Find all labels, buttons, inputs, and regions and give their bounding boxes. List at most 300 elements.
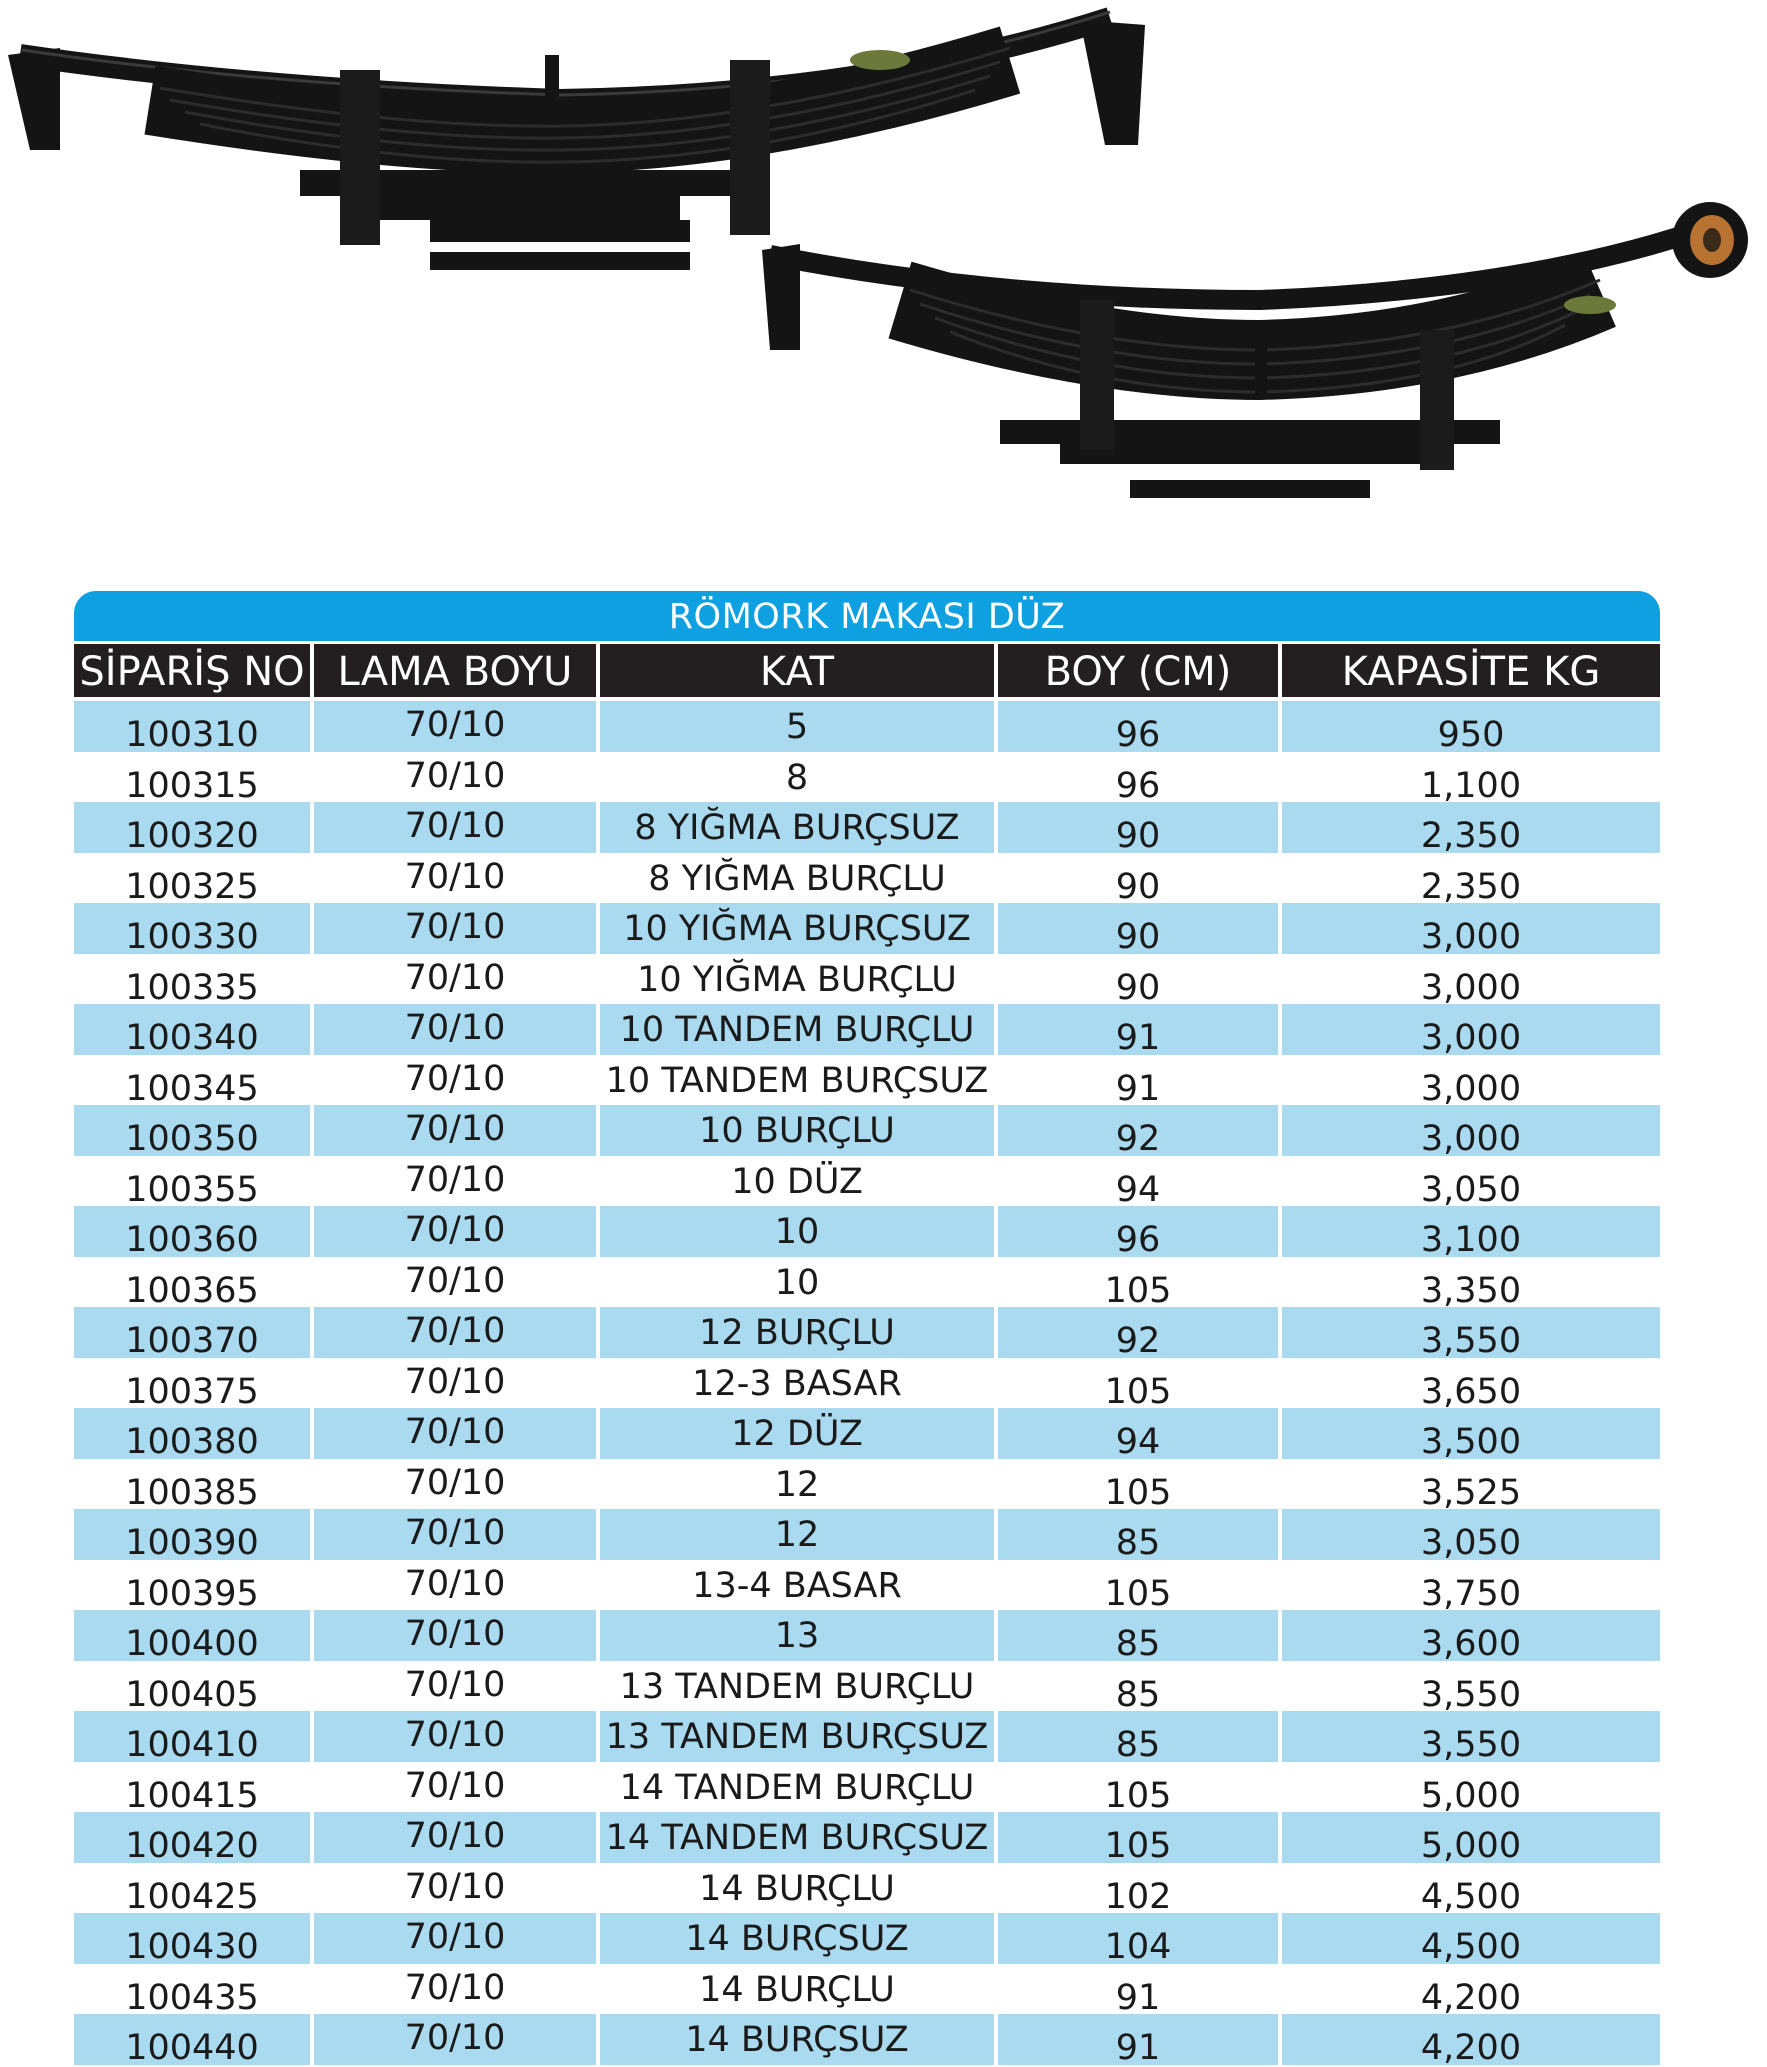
table-header-row bbox=[74, 644, 1660, 697]
cell-kapasite-text: 3,750 bbox=[1420, 1573, 1522, 1610]
cell-kat-text: 14 TANDEM BURÇSUZ bbox=[605, 1818, 989, 1858]
cell-kat-text: 10 BURÇLU bbox=[699, 1111, 895, 1151]
cell-siparis-no-text: 100315 bbox=[125, 765, 259, 802]
cell-kat bbox=[600, 1055, 994, 1106]
cell-kapasite bbox=[1282, 2014, 1660, 2065]
cell-boy-text: 92 bbox=[1115, 1119, 1161, 1156]
cell-kat-text: 8 YIĞMA BURÇSUZ bbox=[634, 808, 960, 848]
cell-kapasite-text: 3,000 bbox=[1420, 917, 1522, 954]
cell-kapasite bbox=[1282, 1105, 1660, 1156]
cell-boy bbox=[998, 701, 1278, 752]
cell-lama-boyu-text: 70/10 bbox=[404, 1260, 506, 1301]
cell-kat-text: 12-3 BASAR bbox=[692, 1363, 902, 1404]
cell-kapasite-text: 950 bbox=[1437, 715, 1505, 752]
cell-kat bbox=[600, 1560, 994, 1611]
cell-boy bbox=[998, 1156, 1278, 1207]
cell-kat bbox=[600, 1711, 994, 1762]
cell-boy-text: 90 bbox=[1115, 866, 1161, 903]
header-kat: KAT bbox=[600, 644, 994, 697]
cell-kat bbox=[600, 903, 994, 954]
cell-boy-text: 105 bbox=[1104, 1472, 1172, 1509]
cell-lama-boyu bbox=[314, 1964, 596, 2015]
cell-boy-text: 96 bbox=[1115, 765, 1161, 802]
cell-kat bbox=[600, 1964, 994, 2015]
cell-siparis-no-text: 100345 bbox=[125, 1068, 259, 1105]
cell-boy-text: 105 bbox=[1104, 1775, 1172, 1812]
cell-boy-text: 102 bbox=[1104, 1876, 1172, 1913]
cell-kapasite-text: 3,500 bbox=[1420, 1422, 1522, 1459]
cell-kapasite bbox=[1282, 1711, 1660, 1762]
cell-lama-boyu-text: 70/10 bbox=[404, 1513, 506, 1553]
cell-kapasite bbox=[1282, 1206, 1660, 1257]
leaf-spring-2-icon bbox=[762, 202, 1748, 498]
cell-boy bbox=[998, 1610, 1278, 1661]
cell-siparis-no-text: 100330 bbox=[125, 917, 259, 954]
table-row bbox=[74, 1661, 1660, 1712]
cell-lama-boyu-text: 70/10 bbox=[404, 1917, 506, 1957]
cell-boy-text: 92 bbox=[1115, 1321, 1161, 1358]
cell-lama-boyu bbox=[314, 903, 596, 954]
cell-siparis-no bbox=[74, 802, 310, 853]
cell-boy bbox=[998, 1711, 1278, 1762]
cell-boy bbox=[998, 1055, 1278, 1106]
cell-siparis-no-text: 100380 bbox=[125, 1422, 259, 1459]
cell-siparis-no bbox=[74, 752, 310, 803]
cell-kat-text: 12 bbox=[774, 1515, 820, 1555]
cell-lama-boyu-text: 70/10 bbox=[404, 755, 506, 796]
cell-kat bbox=[600, 1156, 994, 1207]
table-row bbox=[74, 2014, 1660, 2065]
cell-siparis-no bbox=[74, 1509, 310, 1560]
header-siparis-no: SİPARİŞ NO bbox=[74, 644, 310, 697]
cell-siparis-no-text: 100385 bbox=[125, 1472, 259, 1509]
cell-kapasite bbox=[1282, 701, 1660, 752]
cell-boy-text: 94 bbox=[1115, 1422, 1161, 1459]
table-row bbox=[74, 1913, 1660, 1964]
cell-kapasite-text: 5,000 bbox=[1420, 1775, 1522, 1812]
cell-boy bbox=[998, 853, 1278, 904]
cell-kapasite bbox=[1282, 1156, 1660, 1207]
table-row bbox=[74, 701, 1660, 752]
cell-kat bbox=[600, 1307, 994, 1358]
cell-kat bbox=[600, 752, 994, 803]
cell-kat-text: 10 TANDEM BURÇSUZ bbox=[605, 1060, 989, 1101]
table-row bbox=[74, 1004, 1660, 1055]
cell-siparis-no-text: 100405 bbox=[125, 1674, 259, 1711]
cell-siparis-no bbox=[74, 1661, 310, 1712]
cell-kat-text: 13 TANDEM BURÇLU bbox=[619, 1666, 975, 1707]
cell-siparis-no-text: 100340 bbox=[125, 1018, 259, 1055]
cell-siparis-no-text: 100350 bbox=[125, 1119, 259, 1156]
table-row bbox=[74, 1408, 1660, 1459]
cell-boy bbox=[998, 752, 1278, 803]
cell-siparis-no bbox=[74, 1762, 310, 1813]
cell-siparis-no bbox=[74, 903, 310, 954]
cell-kat bbox=[600, 954, 994, 1005]
cell-kapasite-text: 3,525 bbox=[1420, 1472, 1522, 1509]
cell-kapasite bbox=[1282, 1863, 1660, 1914]
cell-kapasite-text: 3,550 bbox=[1420, 1674, 1522, 1711]
cell-lama-boyu-text: 70/10 bbox=[404, 1664, 506, 1705]
cell-boy bbox=[998, 903, 1278, 954]
cell-boy-text: 94 bbox=[1115, 1169, 1161, 1206]
cell-siparis-no bbox=[74, 1307, 310, 1358]
table-row bbox=[74, 1257, 1660, 1308]
cell-boy bbox=[998, 1913, 1278, 1964]
cell-kat-text: 12 DÜZ bbox=[731, 1414, 863, 1454]
cell-kapasite-text: 3,000 bbox=[1420, 1068, 1522, 1105]
cell-kapasite bbox=[1282, 1459, 1660, 1510]
cell-kat bbox=[600, 853, 994, 904]
table-row bbox=[74, 954, 1660, 1005]
table-row bbox=[74, 1156, 1660, 1207]
cell-siparis-no bbox=[74, 1156, 310, 1207]
cell-siparis-no-text: 100310 bbox=[125, 715, 259, 752]
table-row bbox=[74, 1711, 1660, 1762]
cell-siparis-no bbox=[74, 1004, 310, 1055]
cell-kat bbox=[600, 802, 994, 853]
cell-kapasite-text: 3,050 bbox=[1420, 1523, 1522, 1560]
table-row bbox=[74, 1863, 1660, 1914]
cell-lama-boyu bbox=[314, 802, 596, 853]
cell-kapasite-text: 3,000 bbox=[1420, 1018, 1522, 1055]
cell-boy bbox=[998, 1812, 1278, 1863]
cell-siparis-no-text: 100360 bbox=[125, 1220, 259, 1257]
cell-boy-text: 90 bbox=[1115, 816, 1161, 853]
table-row bbox=[74, 1964, 1660, 2015]
cell-lama-boyu bbox=[314, 701, 596, 752]
cell-lama-boyu bbox=[314, 1812, 596, 1863]
cell-kapasite-text: 4,200 bbox=[1420, 1977, 1522, 2014]
table-row bbox=[74, 1812, 1660, 1863]
cell-siparis-no bbox=[74, 1105, 310, 1156]
table-row bbox=[74, 1560, 1660, 1611]
cell-lama-boyu-text: 70/10 bbox=[404, 1159, 506, 1200]
cell-lama-boyu bbox=[314, 1257, 596, 1308]
cell-siparis-no bbox=[74, 1964, 310, 2015]
cell-kapasite bbox=[1282, 1004, 1660, 1055]
cell-siparis-no bbox=[74, 1257, 310, 1308]
cell-lama-boyu-text: 70/10 bbox=[404, 806, 506, 846]
cell-kat bbox=[600, 1408, 994, 1459]
cell-siparis-no bbox=[74, 2014, 310, 2065]
cell-boy-text: 96 bbox=[1115, 1220, 1161, 1257]
cell-kapasite bbox=[1282, 802, 1660, 853]
cell-kapasite bbox=[1282, 1358, 1660, 1409]
cell-boy-text: 90 bbox=[1115, 967, 1161, 1004]
cell-lama-boyu bbox=[314, 752, 596, 803]
cell-boy bbox=[998, 2014, 1278, 2065]
cell-boy-text: 105 bbox=[1104, 1270, 1172, 1307]
cell-lama-boyu bbox=[314, 1711, 596, 1762]
cell-lama-boyu bbox=[314, 1863, 596, 1914]
cell-kat-text: 14 BURÇLU bbox=[699, 1868, 895, 1909]
cell-kat-text: 14 BURÇSUZ bbox=[685, 1919, 909, 1959]
table-row bbox=[74, 1307, 1660, 1358]
cell-lama-boyu bbox=[314, 1762, 596, 1813]
cell-kapasite bbox=[1282, 1509, 1660, 1560]
cell-siparis-no-text: 100400 bbox=[125, 1624, 259, 1661]
cell-boy bbox=[998, 1004, 1278, 1055]
cell-kapasite-text: 3,650 bbox=[1420, 1371, 1522, 1408]
cell-siparis-no-text: 100375 bbox=[125, 1371, 259, 1408]
cell-kat-text: 14 BURÇSUZ bbox=[685, 2020, 909, 2060]
table-title: RÖMORK MAKASI DÜZ bbox=[74, 591, 1660, 641]
cell-siparis-no bbox=[74, 701, 310, 752]
cell-kapasite bbox=[1282, 1812, 1660, 1863]
cell-siparis-no-text: 100320 bbox=[125, 816, 259, 853]
cell-kapasite bbox=[1282, 1661, 1660, 1712]
cell-siparis-no bbox=[74, 1408, 310, 1459]
cell-boy bbox=[998, 1560, 1278, 1611]
cell-kapasite-text: 4,500 bbox=[1420, 1927, 1522, 1964]
table-row bbox=[74, 752, 1660, 803]
cell-boy-text: 85 bbox=[1115, 1674, 1161, 1711]
cell-kat bbox=[600, 1004, 994, 1055]
cell-kat bbox=[600, 1863, 994, 1914]
cell-boy-text: 91 bbox=[1115, 1977, 1161, 2014]
table-row bbox=[74, 1055, 1660, 1106]
cell-lama-boyu-text: 70/10 bbox=[404, 2018, 506, 2058]
cell-kat-text: 14 BURÇLU bbox=[699, 1969, 895, 2010]
cell-boy-text: 91 bbox=[1115, 1068, 1161, 1105]
table-row bbox=[74, 1105, 1660, 1156]
cell-kat bbox=[600, 1762, 994, 1813]
cell-boy-text: 91 bbox=[1115, 1018, 1161, 1055]
cell-boy-text: 85 bbox=[1115, 1523, 1161, 1560]
cell-kapasite bbox=[1282, 1055, 1660, 1106]
cell-kat bbox=[600, 701, 994, 752]
cell-kat bbox=[600, 1459, 994, 1510]
cell-kapasite bbox=[1282, 1762, 1660, 1813]
header-lama-boyu: LAMA BOYU bbox=[314, 644, 596, 697]
table-row bbox=[74, 802, 1660, 853]
cell-kat-text: 10 DÜZ bbox=[731, 1161, 863, 1202]
cell-kapasite bbox=[1282, 1560, 1660, 1611]
cell-kapasite bbox=[1282, 1610, 1660, 1661]
cell-kapasite-text: 3,000 bbox=[1420, 1119, 1522, 1156]
table-row bbox=[74, 1459, 1660, 1510]
cell-kapasite-text: 3,550 bbox=[1420, 1725, 1522, 1762]
cell-kat-text: 13-4 BASAR bbox=[692, 1565, 902, 1606]
cell-siparis-no-text: 100390 bbox=[125, 1523, 259, 1560]
cell-boy bbox=[998, 1661, 1278, 1712]
cell-lama-boyu-text: 70/10 bbox=[404, 1412, 506, 1452]
cell-kat-text: 10 YIĞMA BURÇLU bbox=[637, 959, 957, 1000]
cell-siparis-no-text: 100425 bbox=[125, 1876, 259, 1913]
cell-kapasite bbox=[1282, 903, 1660, 954]
cell-lama-boyu bbox=[314, 1661, 596, 1712]
cell-boy bbox=[998, 1863, 1278, 1914]
cell-kat bbox=[600, 1509, 994, 1560]
cell-siparis-no-text: 100355 bbox=[125, 1169, 259, 1206]
cell-siparis-no-text: 100370 bbox=[125, 1321, 259, 1358]
cell-lama-boyu-text: 70/10 bbox=[404, 1563, 506, 1604]
cell-kapasite bbox=[1282, 1307, 1660, 1358]
table-row bbox=[74, 1509, 1660, 1560]
cell-boy bbox=[998, 954, 1278, 1005]
cell-siparis-no-text: 100415 bbox=[125, 1775, 259, 1812]
cell-lama-boyu bbox=[314, 1055, 596, 1106]
cell-kat-text: 5 bbox=[785, 707, 809, 747]
header-boy: BOY (CM) bbox=[998, 644, 1278, 697]
cell-siparis-no-text: 100365 bbox=[125, 1270, 259, 1307]
cell-siparis-no bbox=[74, 1610, 310, 1661]
cell-kat-text: 10 bbox=[774, 1262, 820, 1303]
cell-kapasite-text: 2,350 bbox=[1420, 816, 1522, 853]
cell-kapasite-text: 3,550 bbox=[1420, 1321, 1522, 1358]
cell-siparis-no bbox=[74, 853, 310, 904]
cell-kapasite-text: 4,500 bbox=[1420, 1876, 1522, 1913]
table-row bbox=[74, 1762, 1660, 1813]
cell-kapasite bbox=[1282, 752, 1660, 803]
cell-kapasite bbox=[1282, 954, 1660, 1005]
cell-kapasite-text: 3,050 bbox=[1420, 1169, 1522, 1206]
cell-lama-boyu-text: 70/10 bbox=[404, 1715, 506, 1755]
cell-siparis-no bbox=[74, 1055, 310, 1106]
cell-boy bbox=[998, 1257, 1278, 1308]
cell-lama-boyu bbox=[314, 1560, 596, 1611]
cell-kat-text: 10 YIĞMA BURÇSUZ bbox=[623, 909, 971, 949]
cell-boy-text: 105 bbox=[1104, 1371, 1172, 1408]
cell-kat bbox=[600, 1257, 994, 1308]
cell-boy bbox=[998, 1307, 1278, 1358]
cell-boy bbox=[998, 1206, 1278, 1257]
cell-lama-boyu-text: 70/10 bbox=[404, 1765, 506, 1806]
cell-siparis-no bbox=[74, 1459, 310, 1510]
cell-lama-boyu-text: 70/10 bbox=[404, 1109, 506, 1149]
cell-boy-text: 96 bbox=[1115, 715, 1161, 752]
cell-siparis-no bbox=[74, 954, 310, 1005]
cell-boy-text: 90 bbox=[1115, 917, 1161, 954]
table-row bbox=[74, 1358, 1660, 1409]
cell-kapasite-text: 3,600 bbox=[1420, 1624, 1522, 1661]
cell-boy-text: 105 bbox=[1104, 1826, 1172, 1863]
cell-siparis-no-text: 100435 bbox=[125, 1977, 259, 2014]
cell-kat-text: 13 bbox=[774, 1616, 820, 1656]
cell-lama-boyu bbox=[314, 1408, 596, 1459]
cell-kat-text: 8 bbox=[785, 757, 809, 798]
table-row bbox=[74, 1610, 1660, 1661]
cell-kat bbox=[600, 1913, 994, 1964]
cell-boy-text: 105 bbox=[1104, 1573, 1172, 1610]
leaf-spring-pair-icon bbox=[0, 0, 1767, 540]
cell-siparis-no-text: 100335 bbox=[125, 967, 259, 1004]
cell-siparis-no-text: 100420 bbox=[125, 1826, 259, 1863]
cell-boy-text: 91 bbox=[1115, 2028, 1161, 2065]
cell-boy bbox=[998, 1459, 1278, 1510]
cell-siparis-no bbox=[74, 1711, 310, 1762]
cell-kapasite bbox=[1282, 1408, 1660, 1459]
cell-lama-boyu bbox=[314, 1459, 596, 1510]
cell-boy-text: 104 bbox=[1104, 1927, 1172, 1964]
cell-kat bbox=[600, 1812, 994, 1863]
cell-boy-text: 85 bbox=[1115, 1624, 1161, 1661]
cell-lama-boyu bbox=[314, 1509, 596, 1560]
cell-kat bbox=[600, 1206, 994, 1257]
cell-kat-text: 8 YIĞMA BURÇLU bbox=[648, 858, 946, 899]
cell-lama-boyu bbox=[314, 1610, 596, 1661]
cell-lama-boyu bbox=[314, 1206, 596, 1257]
cell-kapasite-text: 3,000 bbox=[1420, 967, 1522, 1004]
cell-lama-boyu-text: 70/10 bbox=[404, 1311, 506, 1351]
cell-kat bbox=[600, 1358, 994, 1409]
cell-lama-boyu-text: 70/10 bbox=[404, 957, 506, 998]
leaf-spring-1-icon bbox=[8, 12, 1145, 270]
cell-boy bbox=[998, 1762, 1278, 1813]
cell-boy bbox=[998, 1509, 1278, 1560]
cell-siparis-no bbox=[74, 1812, 310, 1863]
cell-lama-boyu bbox=[314, 1105, 596, 1156]
header-kapasite: KAPASİTE KG bbox=[1282, 644, 1660, 697]
cell-lama-boyu-text: 70/10 bbox=[404, 1008, 506, 1048]
cell-kapasite bbox=[1282, 1257, 1660, 1308]
cell-siparis-no-text: 100325 bbox=[125, 866, 259, 903]
cell-kat-text: 10 bbox=[774, 1212, 820, 1252]
cell-kat-text: 13 TANDEM BURÇSUZ bbox=[605, 1717, 989, 1757]
cell-boy bbox=[998, 1964, 1278, 2015]
cell-kat bbox=[600, 1610, 994, 1661]
cell-boy-text: 85 bbox=[1115, 1725, 1161, 1762]
cell-lama-boyu-text: 70/10 bbox=[404, 1614, 506, 1654]
cell-lama-boyu-text: 70/10 bbox=[404, 1058, 506, 1099]
cell-siparis-no bbox=[74, 1560, 310, 1611]
cell-lama-boyu bbox=[314, 1913, 596, 1964]
cell-siparis-no bbox=[74, 1206, 310, 1257]
cell-kapasite-text: 3,350 bbox=[1420, 1270, 1522, 1307]
cell-boy bbox=[998, 802, 1278, 853]
cell-kat bbox=[600, 2014, 994, 2065]
cell-siparis-no-text: 100440 bbox=[125, 2028, 259, 2065]
cell-lama-boyu bbox=[314, 853, 596, 904]
spec-table bbox=[74, 591, 1660, 2065]
cell-lama-boyu bbox=[314, 1004, 596, 1055]
cell-lama-boyu-text: 70/10 bbox=[404, 1462, 506, 1503]
cell-lama-boyu-text: 70/10 bbox=[404, 1361, 506, 1402]
cell-lama-boyu-text: 70/10 bbox=[404, 1816, 506, 1856]
cell-lama-boyu bbox=[314, 1307, 596, 1358]
table-row bbox=[74, 853, 1660, 904]
cell-kapasite bbox=[1282, 1964, 1660, 2015]
cell-lama-boyu bbox=[314, 2014, 596, 2065]
cell-boy bbox=[998, 1105, 1278, 1156]
table-row bbox=[74, 1206, 1660, 1257]
cell-siparis-no-text: 100430 bbox=[125, 1927, 259, 1964]
cell-kat bbox=[600, 1661, 994, 1712]
cell-lama-boyu-text: 70/10 bbox=[404, 1866, 506, 1907]
cell-siparis-no-text: 100395 bbox=[125, 1573, 259, 1610]
cell-siparis-no bbox=[74, 1358, 310, 1409]
cell-siparis-no-text: 100410 bbox=[125, 1725, 259, 1762]
cell-kat-text: 12 bbox=[774, 1464, 820, 1505]
cell-lama-boyu-text: 70/10 bbox=[404, 1210, 506, 1250]
cell-kat-text: 12 BURÇLU bbox=[699, 1313, 895, 1353]
cell-lama-boyu-text: 70/10 bbox=[404, 1967, 506, 2008]
cell-lama-boyu-text: 70/10 bbox=[404, 705, 506, 745]
cell-kapasite-text: 4,200 bbox=[1420, 2028, 1522, 2065]
cell-boy bbox=[998, 1358, 1278, 1409]
cell-siparis-no bbox=[74, 1863, 310, 1914]
cell-kapasite bbox=[1282, 853, 1660, 904]
cell-kapasite-text: 2,350 bbox=[1420, 866, 1522, 903]
cell-kat-text: 10 TANDEM BURÇLU bbox=[619, 1010, 975, 1050]
cell-kapasite-text: 3,100 bbox=[1420, 1220, 1522, 1257]
cell-siparis-no bbox=[74, 1913, 310, 1964]
table-row bbox=[74, 903, 1660, 954]
cell-kapasite-text: 1,100 bbox=[1420, 765, 1522, 802]
cell-lama-boyu bbox=[314, 1156, 596, 1207]
cell-lama-boyu-text: 70/10 bbox=[404, 907, 506, 947]
